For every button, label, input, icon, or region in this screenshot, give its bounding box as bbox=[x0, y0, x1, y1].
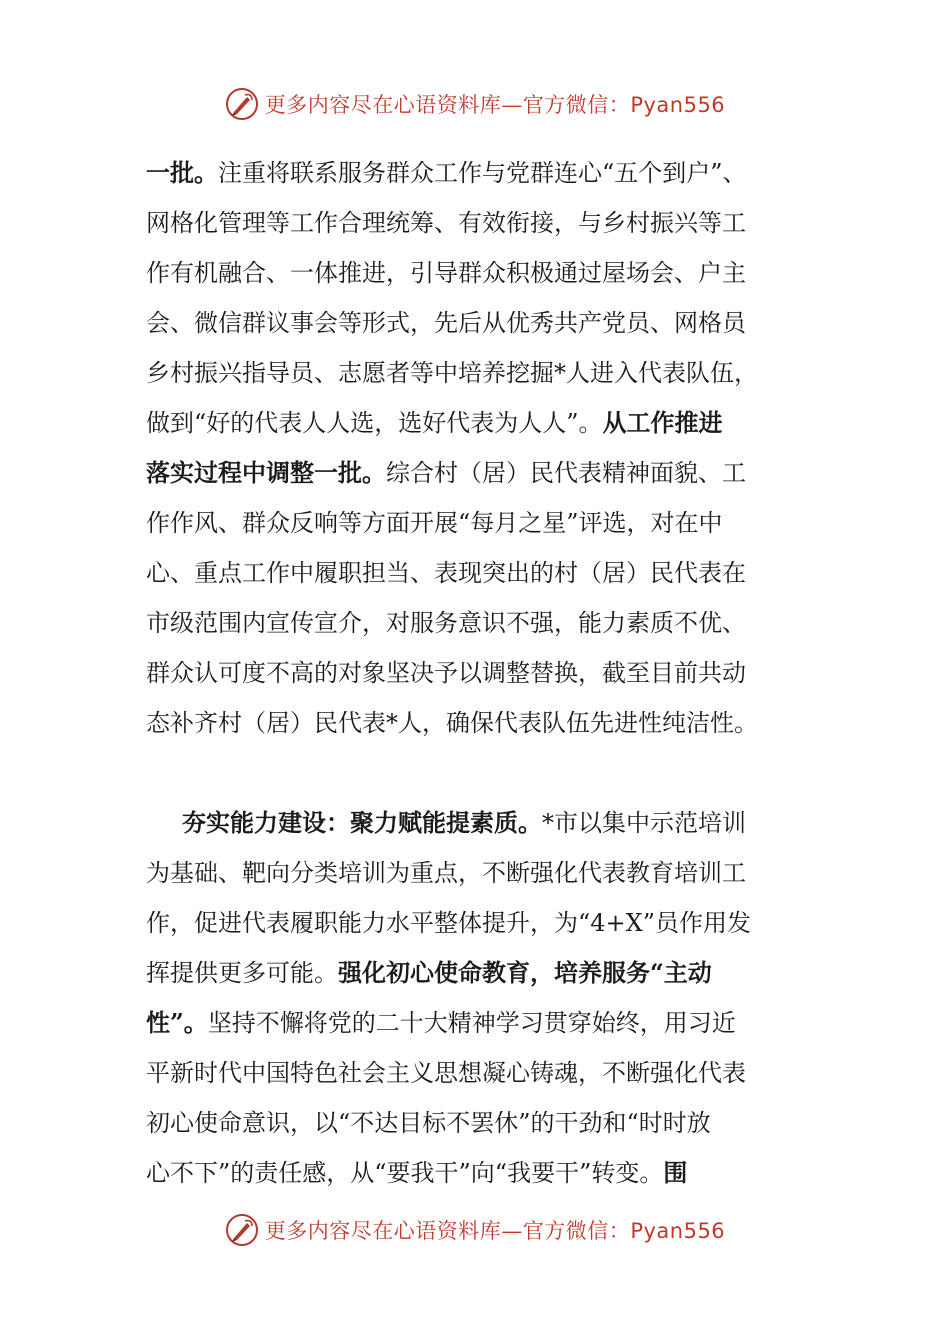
footer-banner bbox=[0, 1210, 950, 1250]
bold-text: 从工作推进 bbox=[602, 408, 723, 437]
text-line bbox=[146, 148, 806, 198]
body-text: 平新时代中国特色社会主义思想凝心铸魂，不断强化代表 bbox=[146, 1059, 746, 1087]
text-line bbox=[146, 998, 806, 1048]
text-line bbox=[146, 1048, 806, 1098]
text-line bbox=[146, 298, 806, 348]
body-text: 作，促进代表履职能力水平整体提升，为“4+X”员作用发 bbox=[146, 909, 752, 937]
text-line bbox=[146, 398, 806, 448]
body-text: 乡村振兴指导员、志愿者等中培养挖掘*人进入代表队伍， bbox=[146, 359, 758, 387]
banner-text: 更多内容尽在心语资料库—官方微信：Pyan556 bbox=[264, 1219, 726, 1243]
body-text: 挥提供更多可能。 bbox=[146, 959, 338, 987]
body-text: 综合村（居）民代表精神面貌、工 bbox=[386, 459, 746, 487]
body-text: 作作风、群众反响等方面开展“每月之星”评选，对在中 bbox=[146, 509, 723, 537]
paragraph-gap bbox=[146, 748, 806, 798]
body-text: 做到“好的代表人人选，选好代表为人人”。 bbox=[146, 409, 603, 437]
text-line bbox=[146, 848, 806, 898]
body-text: 网格化管理等工作合理统筹、有效衔接，与乡村振兴等工 bbox=[146, 209, 746, 237]
body-text: 心、重点工作中履职担当、表现突出的村（居）民代表在 bbox=[146, 559, 746, 587]
text-line bbox=[146, 798, 806, 848]
body-text: 作有机融合、一体推进，引导群众积极通过屋场会、户主 bbox=[146, 259, 746, 287]
text-line bbox=[146, 648, 806, 698]
bold-text: 夯实能力建设：聚力赋能提素质。 bbox=[182, 808, 542, 837]
body-text: 心不下”的责任感，从“要我干”向“我要干”转变。 bbox=[146, 1159, 664, 1187]
text-line bbox=[146, 498, 806, 548]
bold-text: 性”。 bbox=[146, 1008, 208, 1037]
text-line bbox=[146, 348, 806, 398]
text-line bbox=[146, 198, 806, 248]
bold-text: 围 bbox=[663, 1158, 688, 1187]
body-text: 初心使命意识，以“不达目标不罢休”的干劲和“时时放 bbox=[146, 1109, 711, 1137]
banner-text: 更多内容尽在心语资料库—官方微信：Pyan556 bbox=[264, 93, 726, 117]
text-line bbox=[146, 1148, 806, 1198]
pen-logo-icon bbox=[225, 87, 259, 121]
document-body bbox=[146, 148, 806, 1198]
text-line bbox=[146, 698, 806, 748]
text-line bbox=[146, 548, 806, 598]
text-line bbox=[146, 598, 806, 648]
pen-logo-icon bbox=[225, 1213, 259, 1247]
body-text: 坚持不懈将党的二十大精神学习贯穿始终，用习近 bbox=[207, 1009, 736, 1037]
body-text: 态补齐村（居）民代表*人，确保代表队伍先进性纯洁性。 bbox=[146, 709, 758, 737]
bold-text: 强化初心使命教育，培养服务“主动 bbox=[338, 958, 712, 987]
body-text: 会、微信群议事会等形式，先后从优秀共产党员、网格员 bbox=[146, 309, 746, 337]
text-line bbox=[146, 1098, 806, 1148]
body-text: 市级范围内宣传宣介，对服务意识不强，能力素质不优、 bbox=[146, 609, 746, 637]
body-text: 群众认可度不高的对象坚决予以调整替换，截至目前共动 bbox=[146, 659, 746, 687]
text-line bbox=[146, 448, 806, 498]
text-line bbox=[146, 898, 806, 948]
body-text: *市以集中示范培训 bbox=[542, 809, 746, 837]
body-text: 为基础、靶向分类培训为重点，不断强化代表教育培训工 bbox=[146, 859, 746, 887]
text-line bbox=[146, 248, 806, 298]
header-banner bbox=[0, 84, 950, 124]
bold-text: 一批。 bbox=[146, 158, 218, 187]
bold-text: 落实过程中调整一批。 bbox=[146, 458, 386, 487]
text-line bbox=[146, 948, 806, 998]
body-text: 注重将联系服务群众工作与党群连心“五个到户”、 bbox=[218, 159, 747, 187]
